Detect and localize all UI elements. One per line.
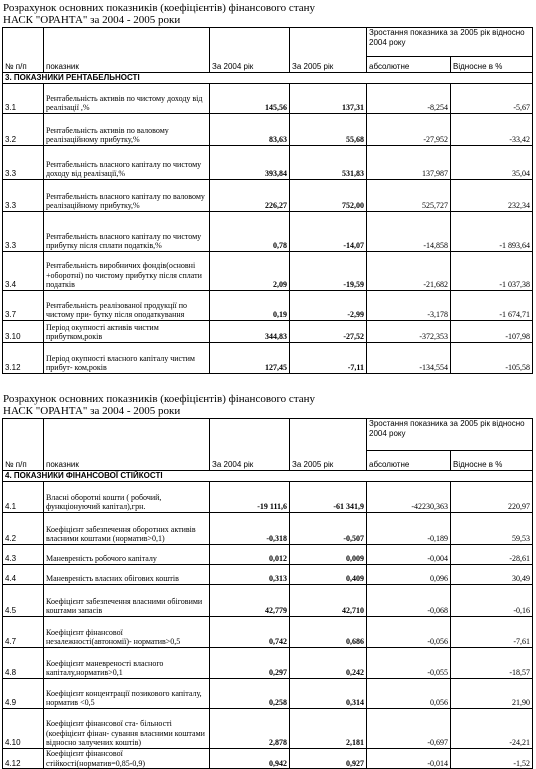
row-number: 3.3 [3, 146, 44, 180]
value-2005: 0,686 [290, 617, 367, 648]
row-number: 3.4 [3, 252, 44, 291]
growth-absolute: -0,068 [367, 585, 451, 617]
growth-absolute: -0,056 [367, 617, 451, 648]
value-2005: 0,314 [290, 679, 367, 709]
indicator-name: Коефіцієнт концентрації позикового капіталу, норматив <0,5 [44, 679, 210, 709]
value-2004: 0,297 [210, 648, 290, 679]
value-2004: 0,942 [210, 749, 290, 769]
value-2004: 0,742 [210, 617, 290, 648]
value-2004: 127,45 [210, 343, 290, 374]
growth-relative: 59,53 [451, 513, 533, 545]
row-number: 3.12 [3, 343, 44, 374]
report-title-line2: НАСК "ОРАНТА" за 2004 - 2005 роки [3, 405, 181, 417]
growth-relative: -0,16 [451, 585, 533, 617]
header-no: № п/п [3, 419, 44, 471]
indicator-name: Рентабельність власного капіталу по чистому доходу від реалізації,% [44, 146, 210, 180]
indicator-name: Коефіцієнт забезпечення оборотних активів власними коштами (норматив>0,1) [44, 513, 210, 545]
growth-relative: -33,42 [451, 114, 533, 146]
row-number: 4.9 [3, 679, 44, 709]
growth-relative: -1,52 [451, 749, 533, 769]
growth-relative: -5,67 [451, 84, 533, 114]
header-indicator: показник [44, 28, 210, 73]
indicator-name: Рентабельність власного капіталу по валовому реалізаційному прибутку,% [44, 180, 210, 212]
value-2004: 0,012 [210, 545, 290, 565]
row-number: 4.1 [3, 482, 44, 513]
header-year-2004: За 2004 рік [210, 28, 290, 73]
report-title-line1: Розрахунок основних показників (коефіцієнтів) фінансового стану [3, 393, 316, 405]
growth-absolute: -372,353 [367, 321, 451, 343]
header-year-2005: За 2005 рік [290, 419, 367, 471]
growth-relative: -1 037,38 [451, 252, 533, 291]
value-2004: 344,83 [210, 321, 290, 343]
row-number: 3.3 [3, 212, 44, 252]
growth-absolute: -27,952 [367, 114, 451, 146]
section-label: 3. ПОКАЗНИКИ РЕНТАБЕЛЬНОСТІ [3, 73, 533, 84]
growth-relative: 35,04 [451, 146, 533, 180]
growth-absolute: -0,697 [367, 709, 451, 749]
indicator-name: Маневреність власних обігових коштів [44, 565, 210, 585]
row-number: 4.12 [3, 749, 44, 769]
table-row [3, 749, 533, 769]
growth-relative: 220,97 [451, 482, 533, 513]
header-absolute: абсолютне [367, 57, 451, 73]
row-number: 3.3 [3, 180, 44, 212]
growth-absolute: -14,858 [367, 212, 451, 252]
value-2005: -14,07 [290, 212, 367, 252]
header-growth: Зростання показника за 2005 рік відносно 2004 року [367, 28, 533, 57]
row-number: 4.10 [3, 709, 44, 749]
value-2005: 42,710 [290, 585, 367, 617]
value-2005: 0,009 [290, 545, 367, 565]
value-2004: 42,779 [210, 585, 290, 617]
growth-absolute: 0,096 [367, 565, 451, 585]
row-number: 4.3 [3, 545, 44, 565]
table-row [3, 617, 533, 648]
indicator-name: Період окупності активів чистим прибутком,років [44, 321, 210, 343]
row-number: 4.8 [3, 648, 44, 679]
financial-stability-table [2, 418, 533, 769]
table-row [3, 321, 533, 343]
header-growth: Зростання показника за 2005 рік відносно 2004 року [367, 419, 533, 451]
value-2004: 145,56 [210, 84, 290, 114]
growth-relative: 30,49 [451, 565, 533, 585]
growth-relative: -107,98 [451, 321, 533, 343]
value-2004: 0,78 [210, 212, 290, 252]
growth-absolute: -3,178 [367, 291, 451, 321]
value-2005: 752,00 [290, 180, 367, 212]
indicator-name: Коефіцієнт фінансової ста- більності (коефіцієнт фінан- сування власними коштами відносно залучених коштів) [44, 709, 210, 749]
row-number: 3.10 [3, 321, 44, 343]
growth-absolute: -0,014 [367, 749, 451, 769]
row-number: 4.4 [3, 565, 44, 585]
table-row [3, 180, 533, 212]
row-number: 4.7 [3, 617, 44, 648]
indicator-name: Рентабельність реалізованої продукції по чистому при- бутку після оподаткування [44, 291, 210, 321]
report-title-line2: НАСК "ОРАНТА" за 2004 - 2005 роки [3, 14, 181, 26]
row-number: 3.1 [3, 84, 44, 114]
value-2004: 0,19 [210, 291, 290, 321]
value-2005: -0,507 [290, 513, 367, 545]
indicator-name: Маневреність робочого капіталу [44, 545, 210, 565]
table-row [3, 84, 533, 114]
value-2005: -2,99 [290, 291, 367, 321]
table-row [3, 513, 533, 545]
indicator-name: Рентабельність виробничих фондів(основні +оборотні) по чистому прибутку після сплати податків [44, 252, 210, 291]
header-no: № п/п [3, 28, 44, 73]
value-2005: 137,31 [290, 84, 367, 114]
value-2004: 393,84 [210, 146, 290, 180]
growth-absolute: -21,682 [367, 252, 451, 291]
indicator-name: Коефіцієнт фінансової незалежності(автономії)- норматив>0,5 [44, 617, 210, 648]
indicator-name: Рентабельність активів по валовому реалізаційному прибутку,% [44, 114, 210, 146]
growth-absolute: 525,727 [367, 180, 451, 212]
growth-relative: -18,57 [451, 648, 533, 679]
value-2005: 0,242 [290, 648, 367, 679]
header-relative: Відносне в % [451, 451, 533, 471]
growth-relative: -1 893,64 [451, 212, 533, 252]
header-year-2004: За 2004 рік [210, 419, 290, 471]
indicator-name: Коефіцієнт забезпечення власними обіговими коштами запасів [44, 585, 210, 617]
header-absolute: абсолютне [367, 451, 451, 471]
table-row [3, 252, 533, 291]
row-number: 3.2 [3, 114, 44, 146]
indicator-name: Рентабельність активів по чистому доходу від реалізації ,% [44, 84, 210, 114]
growth-absolute: -134,554 [367, 343, 451, 374]
growth-relative: -24,21 [451, 709, 533, 749]
growth-absolute: -0,004 [367, 545, 451, 565]
growth-absolute: -42230,363 [367, 482, 451, 513]
profitability-table [2, 27, 533, 374]
table-row [3, 565, 533, 585]
growth-absolute: 0,056 [367, 679, 451, 709]
indicator-name: Коефіцієнт фінансової стійкості(норматив=0,85-0,9) [44, 749, 210, 769]
value-2005: 0,927 [290, 749, 367, 769]
table-row [3, 648, 533, 679]
value-2004: -19 111,6 [210, 482, 290, 513]
growth-relative: -28,61 [451, 545, 533, 565]
value-2004: 0,258 [210, 679, 290, 709]
value-2005: 531,83 [290, 146, 367, 180]
value-2005: 0,409 [290, 565, 367, 585]
growth-absolute: -0,189 [367, 513, 451, 545]
table-row [3, 545, 533, 565]
row-number: 3.7 [3, 291, 44, 321]
growth-relative: 232,34 [451, 180, 533, 212]
value-2005: -27,52 [290, 321, 367, 343]
value-2004: 2,878 [210, 709, 290, 749]
indicator-name: Період окупності власного капіталу чистим прибут- ком,років [44, 343, 210, 374]
table-row [3, 709, 533, 749]
row-number: 4.5 [3, 585, 44, 617]
growth-absolute: 137,987 [367, 146, 451, 180]
value-2004: 83,63 [210, 114, 290, 146]
indicator-name: Рентабельність власного капіталу по чистому прибутку після сплати податків,% [44, 212, 210, 252]
growth-relative: -7,61 [451, 617, 533, 648]
growth-absolute: -0,055 [367, 648, 451, 679]
value-2004: 0,313 [210, 565, 290, 585]
table-row [3, 212, 533, 252]
table-row [3, 114, 533, 146]
table-row [3, 146, 533, 180]
indicator-name: Власні оборотні кошти ( робочий, функціонуючий капітал),грн. [44, 482, 210, 513]
section-label: 4. ПОКАЗНИКИ ФІНАНСОВОЇ СТІЙКОСТІ [3, 471, 533, 482]
value-2004: 226,27 [210, 180, 290, 212]
value-2004: 2,09 [210, 252, 290, 291]
table-row [3, 585, 533, 617]
growth-relative: -105,58 [451, 343, 533, 374]
value-2005: -7,11 [290, 343, 367, 374]
growth-relative: 21,90 [451, 679, 533, 709]
value-2004: -0,318 [210, 513, 290, 545]
indicator-name: Коефіцієнт маневреності власного капіталу,норматив>0,1 [44, 648, 210, 679]
report-title-line1: Розрахунок основних показників (коефіцієнтів) фінансового стану [3, 2, 316, 14]
value-2005: -61 341,9 [290, 482, 367, 513]
value-2005: -19,59 [290, 252, 367, 291]
header-relative: Відносне в % [451, 57, 533, 73]
table-row [3, 482, 533, 513]
table-row [3, 291, 533, 321]
value-2005: 55,68 [290, 114, 367, 146]
value-2005: 2,181 [290, 709, 367, 749]
row-number: 4.2 [3, 513, 44, 545]
header-year-2005: За 2005 рік [290, 28, 367, 73]
growth-absolute: -8,254 [367, 84, 451, 114]
growth-relative: -1 674,71 [451, 291, 533, 321]
table-row [3, 343, 533, 374]
header-indicator: показник [44, 419, 210, 471]
table-row [3, 679, 533, 709]
